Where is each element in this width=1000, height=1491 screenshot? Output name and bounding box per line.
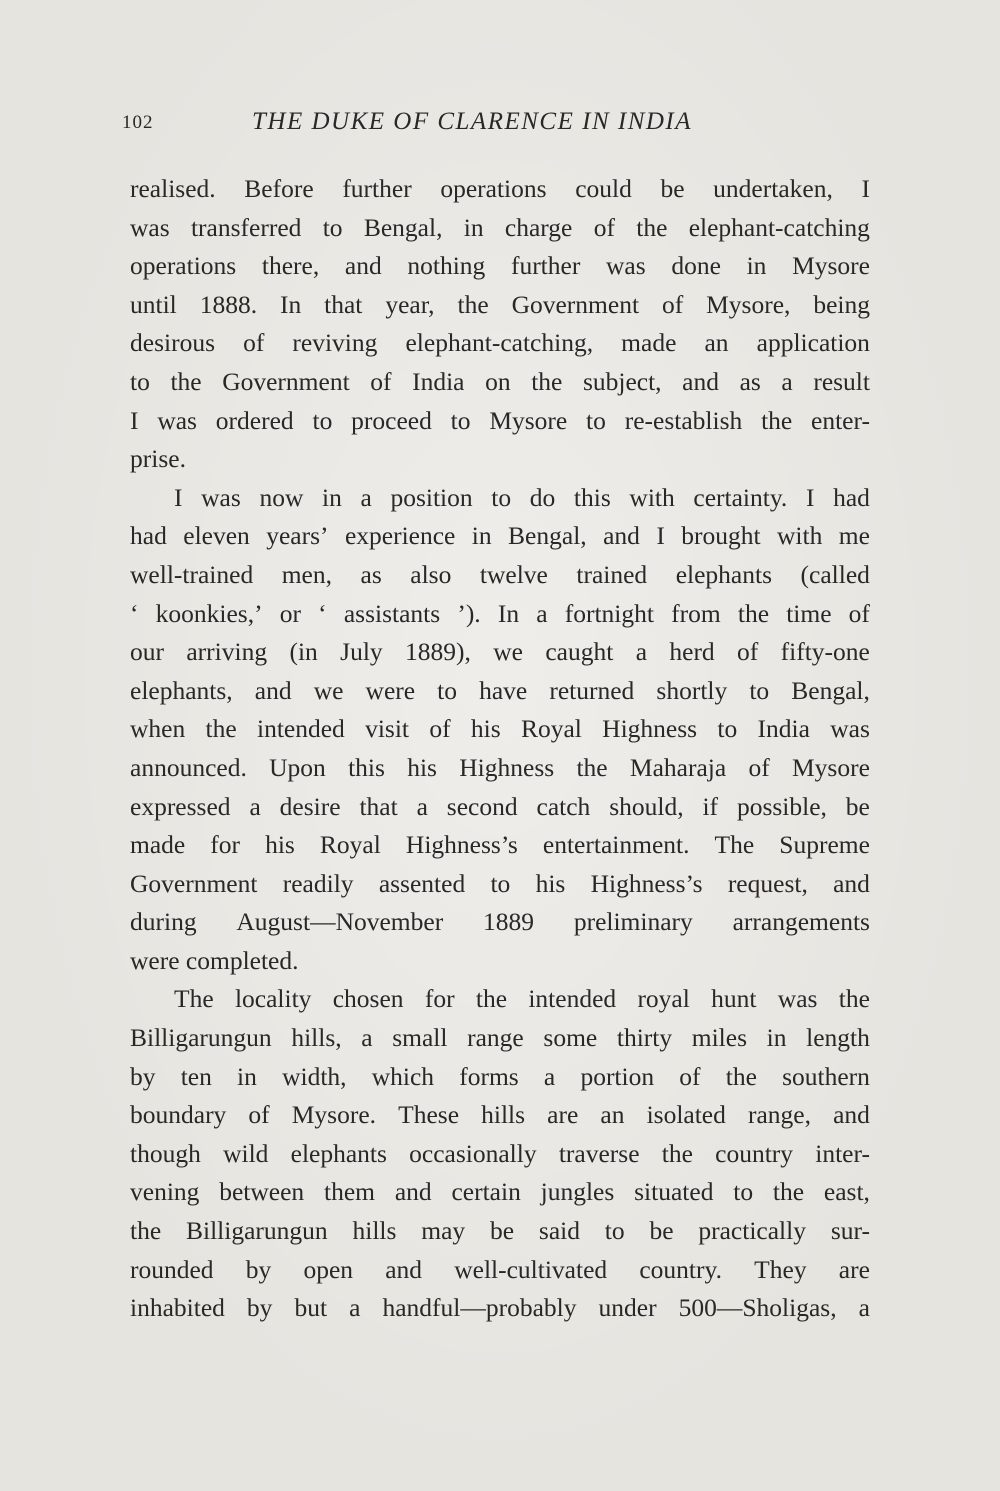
text-line: was transferred to Bengal, in charge of the elephant-catching [130, 212, 870, 242]
text-line: prise. [130, 444, 186, 474]
text-line: I was ordered to proceed to Mysore to re-establish the enter- [130, 405, 870, 435]
text-line: expressed a desire that a second catch should, if possible, be [130, 791, 870, 821]
text-line: ‘ koonkies,’ or ‘ assistants ’). In a fortnight from the time of [130, 598, 870, 628]
text-line: elephants, and we were to have returned shortly to Bengal, [130, 675, 870, 705]
body-text [130, 170, 870, 1328]
text-line: boundary of Mysore. These hills are an isolated range, and [130, 1100, 870, 1130]
page-number: 102 [122, 112, 154, 133]
text-line: desirous of reviving elephant-catching, made an application [130, 328, 870, 358]
text-line: Government readily assented to his Highness’s request, and [130, 868, 870, 898]
text-line: realised. Before further operations could be undertaken, I [130, 174, 870, 203]
page-header [122, 108, 742, 138]
text-line: were completed. [130, 945, 299, 975]
text-line: operations there, and nothing further was done in Mysore [130, 251, 870, 281]
text-line: when the intended visit of his Royal Highness to India was [130, 714, 870, 744]
text-line: Billigarungun hills, a small range some thirty miles in length [130, 1023, 870, 1053]
text-line: The locality chosen for the intended royal hunt was the [174, 984, 870, 1014]
text-line: until 1888. In that year, the Government of Mysore, being [130, 289, 870, 319]
text-line: inhabited by but a handful—probably under 500—Sholigas, a [130, 1293, 870, 1323]
text-line: to the Government of India on the subject, and as a result [130, 366, 870, 396]
text-line: the Billigarungun hills may be said to be practically sur- [130, 1216, 870, 1246]
text-line: vening between them and certain jungles situated to the east, [130, 1177, 870, 1207]
text-line: rounded by open and well-cultivated country. They are [130, 1254, 870, 1284]
text-line: by ten in width, which forms a portion of the southern [130, 1061, 870, 1091]
text-line: had eleven years’ experience in Bengal, and I brought with me [130, 521, 870, 551]
text-line: our arriving (in July 1889), we caught a herd of fifty-one [130, 637, 870, 667]
running-title: THE DUKE OF CLARENCE IN INDIA [252, 108, 693, 135]
text-line: during August—November 1889 preliminary arrangements [130, 907, 870, 937]
text-line: made for his Royal Highness’s entertainment. The Supreme [130, 830, 870, 860]
text-line: I was now in a position to do this with certainty. I had [174, 482, 870, 512]
text-line: well-trained men, as also twelve trained elephants (called [130, 559, 870, 589]
text-line: though wild elephants occasionally traverse the country inter- [130, 1138, 870, 1168]
text-line: announced. Upon this his Highness the Maharaja of Mysore [130, 752, 870, 782]
